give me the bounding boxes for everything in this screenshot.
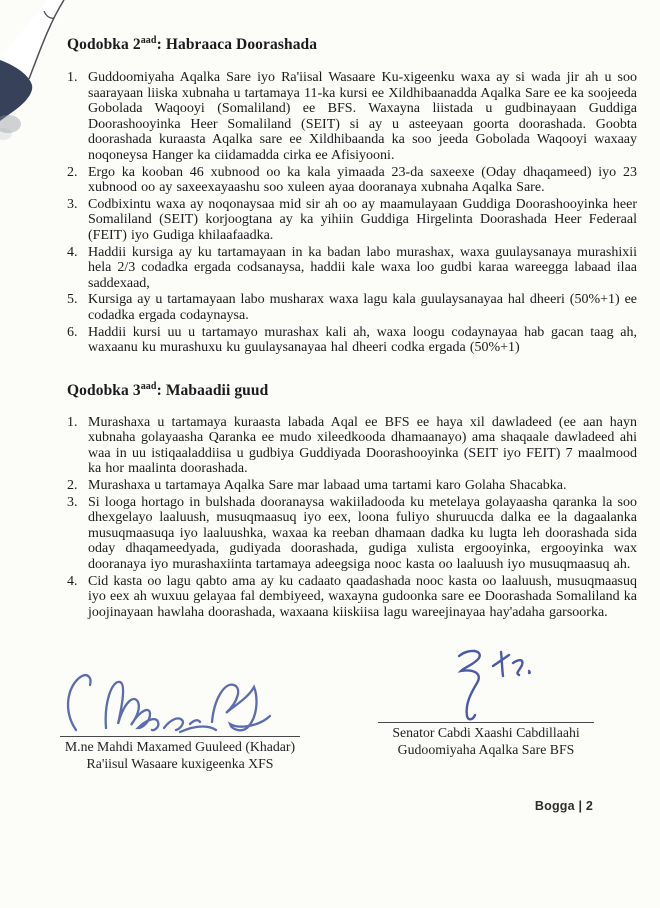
item-number: 4.: [67, 573, 78, 589]
document-body: [67, 36, 637, 621]
list-item: [67, 292, 637, 323]
item-number: 2.: [67, 478, 78, 494]
list-item: [67, 574, 637, 621]
item-number: 6.: [67, 324, 78, 340]
signature-block-left: [54, 672, 306, 772]
list-item: [67, 495, 637, 573]
heading-rest: : Mabaadii guud: [156, 381, 269, 399]
signature-line: [60, 736, 300, 737]
item-text: Ergo ka kooban 46 xubnood oo ka kala yimaada 23-da saxeexe (Oday dhaqameed) iyo 23 xubnood oo ay saxeexayaashu soo xuleen ayaa dooranaya xubnaha Aqalka Sare.: [88, 164, 637, 196]
item-text: Haddii kursi uu u tartamayo murashax kali ah, waxa loogu codaynayaa hab gacan taag ah, waxaanu ku murashuxu ku guulaysanayaa hal dheeri codka ergada (50%+1): [88, 324, 637, 356]
item-text: Codbixintu waxa ay noqonaysaa mid sir ah oo ay maamulayaan Guddiga Doorashooyinka heer Somaliland (SEIT) korjoogtana ay ka yihiin Guddiga Hirgelinta Doorashada Heer Federaal (FEIT) iyo Gudiga khilaafaadka.: [88, 196, 637, 243]
item-number: 5.: [67, 292, 78, 308]
item-number: 1.: [67, 414, 78, 430]
heading-superscript: aad: [140, 380, 157, 392]
signatory-title: Gudoomiyaha Aqalka Sare BFS: [397, 741, 575, 757]
section-heading-3: [67, 382, 637, 400]
section-heading-2: [67, 36, 637, 54]
page-number: Bogga | 2: [534, 799, 593, 813]
list-item: [67, 197, 637, 244]
heading-prefix: Qodobka 2: [67, 36, 141, 53]
item-number: 1.: [67, 70, 78, 85]
item-number: 3.: [67, 196, 78, 212]
section-3-list: [67, 415, 637, 621]
signature-right-scrawl: [421, 644, 551, 722]
list-item: [67, 415, 637, 477]
item-text: Si looga hortago in bulshada dooranaysa wakiiladooda ku metelaya golayaasha qaranka la soo dhexgelayo laaluush, musuqmaasuq iyo eex, loona fuliyo shuruucda dalka ee la dagaalanka musuqmaasuqa iyo laaluushka, waxaa ka reeban dhamaan dadka ku lugta leh doorashada sida oday dhaqameedyada, gudiyada doorashada, gudiga xulista ergooyinka, ergooyinka wax dooranaya iyo murashaxiinta tartamaya adeegsiga nooc kasta oo laaluush iyo musuqmaasuq ah.: [88, 494, 637, 573]
list-item: [67, 245, 637, 292]
list-item: [67, 325, 637, 356]
item-number: 3.: [67, 494, 78, 510]
item-text: Cid kasta oo lagu qabto ama ay ku cadaato qaadashada nooc kasta oo laaluush, musuqmaasuq iyo eex ah wuxuu gelayaa fal dembiyeed, waxayna gudoonka sare ee Doorashada Somaliland ka joojinayaan hawlaha doorashada, waxaana kiiskiisa lagu wareejinayaa hay'adaha garsoorka.: [88, 573, 637, 620]
heading-superscript: aad: [140, 34, 157, 46]
list-item: [67, 70, 637, 164]
signatory-name: Senator Cabdi Xaashi Cabdillaahi: [392, 725, 580, 740]
heading-prefix: Qodobka 3: [67, 381, 141, 399]
signature-left-scrawl: [60, 672, 300, 736]
signature-line: [378, 722, 594, 723]
signatory-title: Ra'iisul Wasaare kuxigeenka XFS: [86, 755, 274, 771]
item-text: Guddoomiyaha Aqalka Sare iyo Ra'iisal Wasaare Ku-xigeenku waxa ay si wada jir ah u soo saarayaan liiska xubnaha u tartamaya 11-ka kursi ee Xildhibaanadda Aqalka Sare ee ka soojeeda Gobolada Waqooyi (Somaliland) ee BFS. Waxayna liistada u gudbinayaan Guddiga Doorashooyinka Heer Somaliland (SEIT) si ay u asteeyaan goorta doorashada. Goobta doorashada kuraasta Aqalka sare ee Xildhibaanda ka soo jeeda Gobolada Waqooyi waxaay noqoneysa Hanger ka ciidamadda cirka ee Afisiyooni.: [88, 70, 637, 163]
signature-block-right: [372, 644, 600, 758]
item-text: Haddii kursiga ay ku tartamayaan in ka badan labo murashax, waxa guulaysanaya murashixii hela 2/3 codadka ergada codsanaysa, haddii kale waxa loo gudbi karaa wareegga labaad ilaa saddexaad,: [88, 244, 637, 291]
item-text: Kursiga ay u tartamayaan labo musharax waxa lagu kala guulaysanayaa hal dheeri (50%+1) ee codadka ergada codaynaysa.: [88, 292, 637, 323]
item-number: 4.: [67, 244, 78, 260]
item-text: Murashaxa u tartamaya kuraasta labada Aqal ee BFS ee haya xil dawladeed (ee aan hayn xubnaha golayaasha Qaranka ee mudo xileedkooda dhamaanayo) ama shaqaale dawladeed ahi waa in uu istiqaaladdiisa u gudbiya Guddiyada Doorashooyinka (SEIT iyo FEIT) 7 maalmood ka hor maalinta doorashada.: [88, 414, 637, 477]
item-text: Murashaxa u tartamaya Aqalka Sare mar labaad uma tartami karo Golaha Shacabka.: [88, 478, 567, 494]
signatory-name: M.ne Mahdi Maxamed Guuleed (Khadar): [64, 739, 296, 754]
item-number: 2.: [67, 164, 78, 180]
heading-rest: : Habraaca Doorashada: [156, 36, 318, 53]
list-item: [67, 165, 637, 196]
section-2-list: [67, 70, 637, 356]
list-item: [67, 478, 637, 494]
